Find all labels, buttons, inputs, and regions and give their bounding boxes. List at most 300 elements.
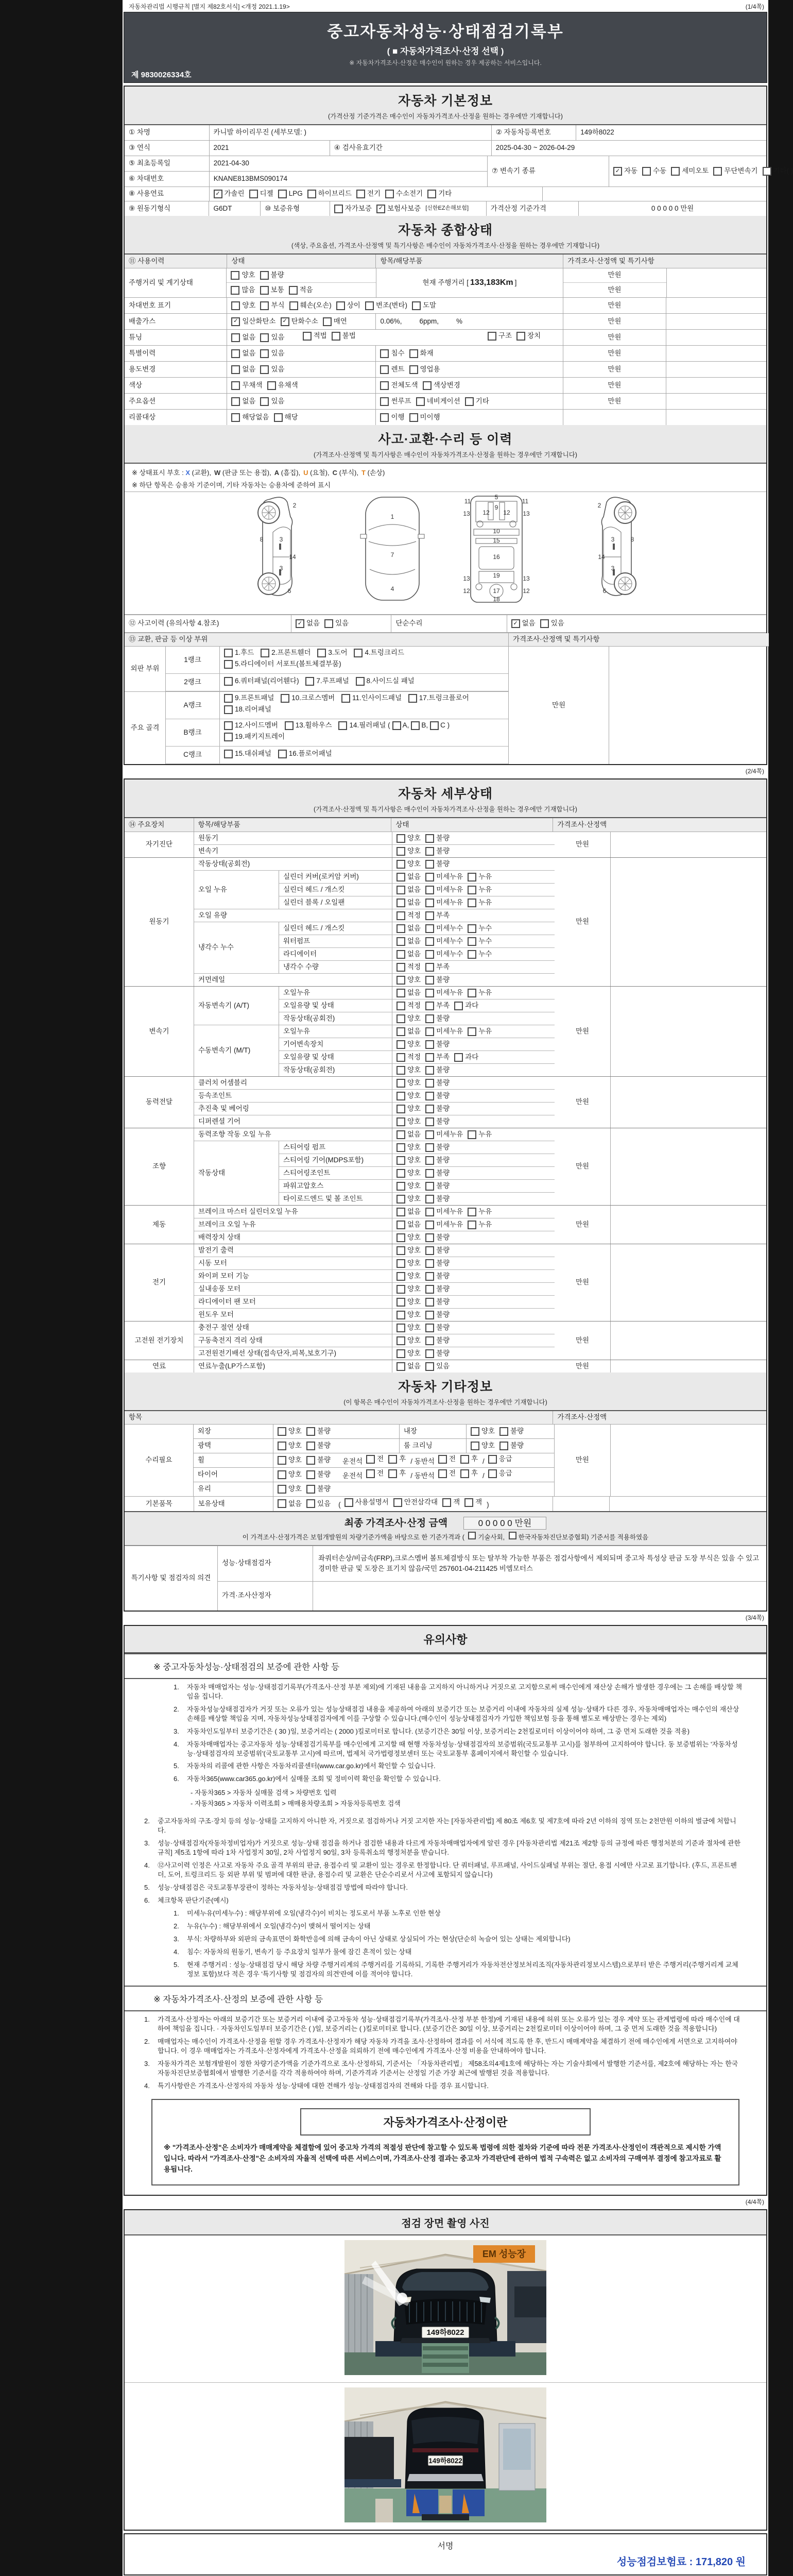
checkbox-icon[interactable]	[260, 333, 269, 342]
checkbox-icon[interactable]	[396, 976, 405, 985]
checkbox-icon[interactable]: ✓	[296, 619, 304, 628]
checkbox-option[interactable]: 보통	[260, 286, 284, 295]
panel-checkbox[interactable]: 12.사이드멤버	[224, 721, 278, 730]
checkbox-option[interactable]: 불량	[425, 1117, 450, 1126]
checkbox-icon[interactable]	[425, 1066, 434, 1075]
checkbox-icon[interactable]	[425, 1259, 434, 1268]
checkbox-option[interactable]: 양호	[278, 1442, 302, 1450]
checkbox-icon[interactable]	[425, 1092, 434, 1100]
panel-checkbox[interactable]: 19.패키지트레이	[224, 733, 285, 741]
checkbox-option[interactable]: 양호	[396, 847, 421, 856]
checkbox-icon[interactable]	[468, 873, 476, 882]
checkbox-icon[interactable]	[499, 1427, 508, 1436]
checkbox-option[interactable]: 미세누수	[425, 950, 463, 959]
checkbox-icon[interactable]	[324, 619, 333, 628]
checkbox-icon[interactable]	[396, 1259, 405, 1268]
checkbox-icon[interactable]	[396, 924, 405, 933]
checkbox-icon[interactable]	[396, 1272, 405, 1281]
panel-checkbox[interactable]: 5.라디에이터 서포트(볼트체결부품)	[224, 660, 341, 669]
checkbox-icon[interactable]	[425, 1027, 434, 1036]
checkbox-icon[interactable]	[289, 301, 298, 310]
checkbox-option[interactable]: 불량	[306, 1456, 331, 1465]
checkbox-icon[interactable]	[278, 1442, 286, 1450]
checkbox-icon[interactable]	[423, 381, 432, 390]
checkbox-icon[interactable]	[365, 301, 374, 310]
checkbox-icon[interactable]	[425, 924, 434, 933]
checkbox-icon[interactable]	[380, 365, 389, 374]
checkbox-icon[interactable]	[396, 1169, 405, 1178]
checkbox-icon[interactable]	[396, 937, 405, 946]
checkbox-option[interactable]: 없음	[231, 365, 255, 374]
checkbox-option[interactable]: 잭	[464, 1498, 482, 1507]
checkbox-option[interactable]: 없음	[396, 950, 421, 959]
checkbox-icon[interactable]	[278, 1427, 286, 1436]
checkbox-option[interactable]: 양호	[396, 1169, 421, 1178]
checkbox-icon[interactable]	[425, 847, 434, 856]
checkbox-icon[interactable]	[468, 989, 476, 997]
checkbox-icon[interactable]	[396, 989, 405, 997]
checkbox-option[interactable]: 없음	[396, 1221, 421, 1229]
checkbox-icon[interactable]	[642, 167, 651, 176]
panel-checkbox[interactable]: 15.대쉬패널	[224, 750, 271, 758]
checkbox-icon[interactable]	[396, 963, 405, 972]
checkbox-option[interactable]: ✓ 없음	[511, 619, 536, 628]
checkbox-icon[interactable]	[425, 1362, 434, 1371]
checkbox-icon[interactable]	[336, 301, 345, 310]
checkbox-option[interactable]: 불량	[425, 1182, 450, 1191]
checkbox-option[interactable]: 양호	[231, 271, 255, 280]
checkbox-option[interactable]: 있음	[260, 365, 284, 374]
checkbox-option[interactable]: 전기	[356, 190, 381, 198]
checkbox-icon[interactable]	[356, 190, 365, 198]
checkbox-icon[interactable]	[231, 271, 239, 280]
checkbox-option[interactable]: 기타	[465, 397, 489, 406]
panel-checkbox[interactable]: 3.도어	[317, 649, 347, 657]
checkbox-option[interactable]: 미세누유	[425, 1208, 463, 1216]
checkbox-option[interactable]: 해당없음	[231, 413, 269, 422]
checkbox-icon[interactable]	[425, 1221, 434, 1229]
checkbox-icon[interactable]	[425, 834, 434, 843]
checkbox-icon[interactable]	[278, 1485, 286, 1494]
checkbox-icon[interactable]	[278, 1470, 286, 1479]
checkbox-option[interactable]: 불량	[425, 1092, 450, 1100]
checkbox-icon[interactable]: ✓	[613, 167, 622, 176]
checkbox-option[interactable]: 후	[388, 1469, 406, 1478]
checkbox-option[interactable]: 무단변속기	[713, 167, 757, 176]
checkbox-icon[interactable]	[396, 1311, 405, 1319]
checkbox-option[interactable]: 없음	[231, 333, 255, 342]
checkbox-icon[interactable]	[396, 1349, 405, 1358]
checkbox-icon[interactable]	[260, 301, 269, 310]
checkbox-option[interactable]: 변조(변타)	[365, 301, 407, 310]
checkbox-option[interactable]: 양호	[278, 1470, 302, 1479]
checkbox-option[interactable]: 없음	[396, 886, 421, 894]
panel-checkbox[interactable]: 16.플로어패널	[278, 750, 332, 758]
checkbox-option[interactable]: 양호	[396, 860, 421, 869]
checkbox-icon[interactable]	[425, 1336, 434, 1345]
checkbox-option[interactable]: 양호	[396, 1298, 421, 1307]
checkbox-option[interactable]: 불법	[332, 332, 356, 341]
checkbox-icon[interactable]	[396, 1027, 405, 1036]
checkbox-icon[interactable]	[425, 1143, 434, 1152]
checkbox-option[interactable]: 불량	[425, 1195, 450, 1204]
checkbox-icon[interactable]	[425, 1195, 434, 1204]
checkbox-option[interactable]: 과다	[454, 1002, 478, 1010]
checkbox-option[interactable]: 양호	[396, 1040, 421, 1049]
checkbox-icon[interactable]	[425, 860, 434, 869]
checkbox-icon[interactable]	[396, 1002, 405, 1010]
checkbox-icon[interactable]	[425, 950, 434, 959]
checkbox-option[interactable]: 불량	[425, 1014, 450, 1023]
checkbox-icon[interactable]	[425, 1208, 434, 1216]
checkbox-icon[interactable]	[468, 950, 476, 959]
checkbox-option[interactable]: 양호	[396, 1336, 421, 1345]
checkbox-option[interactable]: 불량	[260, 271, 284, 280]
checkbox-option[interactable]: 많음	[231, 286, 255, 295]
checkbox-option[interactable]: 양호	[396, 1105, 421, 1113]
checkbox-icon[interactable]	[488, 332, 496, 341]
checkbox-option[interactable]: ✓ 자동	[613, 167, 637, 176]
checkbox-option[interactable]: 해당	[274, 413, 298, 422]
checkbox-icon[interactable]	[396, 873, 405, 882]
checkbox-icon[interactable]	[425, 976, 434, 985]
panel-checkbox[interactable]: 8.사이드실 패널	[356, 677, 415, 686]
checkbox-icon[interactable]	[307, 190, 316, 198]
checkbox-icon[interactable]	[409, 365, 418, 374]
checkbox-option[interactable]: 미세누수	[425, 924, 463, 933]
checkbox-option[interactable]: 과다	[454, 1053, 478, 1062]
checkbox-option[interactable]: 구조	[488, 332, 512, 341]
panel-checkbox[interactable]: 9.프론트패널	[224, 694, 274, 703]
checkbox-icon[interactable]	[468, 899, 476, 907]
checkbox-icon[interactable]	[454, 1002, 463, 1010]
checkbox-option[interactable]: 있음	[260, 349, 284, 358]
checkbox-option[interactable]: 양호	[396, 1156, 421, 1165]
checkbox-option[interactable]: 불량	[425, 1156, 450, 1165]
checkbox-icon[interactable]	[425, 1246, 434, 1255]
checkbox-icon[interactable]	[396, 860, 405, 869]
checkbox-option[interactable]: 미세누유	[425, 989, 463, 997]
checkbox-icon[interactable]	[468, 1027, 476, 1036]
checkbox-icon[interactable]	[425, 1169, 434, 1178]
checkbox-option[interactable]: 양호	[396, 1259, 421, 1268]
checkbox-option[interactable]: 없음	[396, 899, 421, 907]
checkbox-option[interactable]: 불량	[425, 1336, 450, 1345]
checkbox-icon[interactable]	[409, 349, 418, 358]
checkbox-icon[interactable]	[412, 301, 421, 310]
checkbox-icon[interactable]	[713, 167, 722, 176]
checkbox-option[interactable]: 불량	[425, 1259, 450, 1268]
checkbox-option[interactable]: 양호	[396, 1014, 421, 1023]
checkbox-option[interactable]: 영업용	[409, 365, 440, 374]
checkbox-icon[interactable]	[425, 873, 434, 882]
checkbox-icon[interactable]	[396, 1053, 405, 1062]
checkbox-option[interactable]: 있음	[306, 1499, 331, 1508]
checkbox-option[interactable]: 불량	[425, 1233, 450, 1242]
checkbox-icon[interactable]	[425, 1182, 434, 1191]
checkbox-option[interactable]: 누수	[468, 937, 492, 946]
checkbox-icon[interactable]	[471, 1442, 479, 1450]
checkbox-option[interactable]: ✓ 탄화수소	[281, 317, 318, 326]
checkbox-icon[interactable]	[396, 1040, 405, 1049]
checkbox-icon[interactable]	[763, 167, 771, 176]
checkbox-option[interactable]: 양호	[396, 1272, 421, 1281]
checkbox-option[interactable]: 누수	[468, 950, 492, 959]
checkbox-option[interactable]: 있음	[540, 619, 564, 628]
checkbox-icon[interactable]	[516, 332, 525, 341]
checkbox-icon[interactable]	[260, 271, 269, 280]
checkbox-icon[interactable]	[425, 899, 434, 907]
checkbox-option[interactable]: 수동	[642, 167, 666, 176]
checkbox-option[interactable]: 누유	[468, 1027, 492, 1036]
checkbox-option[interactable]: 양호	[278, 1485, 302, 1494]
checkbox-icon[interactable]	[231, 301, 240, 310]
checkbox-option[interactable]: ✓ 일산화탄소	[231, 317, 275, 326]
checkbox-icon[interactable]	[468, 924, 476, 933]
panel-checkbox[interactable]: 4.트렁크리드	[354, 649, 404, 657]
checkbox-icon[interactable]	[425, 1233, 434, 1242]
checkbox-option[interactable]: 불량	[425, 860, 450, 869]
checkbox-icon[interactable]	[260, 286, 269, 295]
checkbox-option[interactable]: 없음	[396, 1362, 421, 1371]
checkbox-icon[interactable]	[306, 1470, 315, 1479]
checkbox-icon[interactable]	[306, 1485, 315, 1494]
checkbox-option[interactable]: 양호	[396, 1195, 421, 1204]
checkbox-option[interactable]: 부족	[425, 911, 450, 920]
checkbox-option[interactable]: 있음	[425, 1362, 450, 1371]
checkbox-icon[interactable]	[396, 1014, 405, 1023]
checkbox-option[interactable]: 미이행	[409, 413, 440, 422]
checkbox-option[interactable]: 불량	[425, 847, 450, 856]
checkbox-option[interactable]: 누유	[468, 873, 492, 882]
checkbox-icon[interactable]	[380, 397, 389, 406]
checkbox-option[interactable]: 미세누유	[425, 899, 463, 907]
checkbox-option[interactable]: 안전삼각대	[393, 1498, 438, 1507]
checkbox-icon[interactable]	[425, 1349, 434, 1358]
checkbox-icon[interactable]: ✓	[511, 619, 520, 628]
checkbox-option[interactable]: 불량	[499, 1427, 524, 1436]
checkbox-option[interactable]: 불량	[425, 1105, 450, 1113]
checkbox-icon[interactable]	[396, 1066, 405, 1075]
checkbox-option[interactable]: 자가보증	[334, 205, 372, 213]
checkbox-icon[interactable]	[425, 1040, 434, 1049]
checkbox-icon[interactable]	[425, 886, 434, 894]
checkbox-icon[interactable]	[396, 1105, 405, 1113]
checkbox-icon[interactable]	[396, 886, 405, 894]
checkbox-icon[interactable]	[396, 950, 405, 959]
checkbox-icon[interactable]	[425, 1311, 434, 1319]
checkbox-icon[interactable]	[380, 349, 389, 358]
checkbox-option[interactable]: 양호	[396, 1079, 421, 1088]
checkbox-icon[interactable]	[396, 1117, 405, 1126]
checkbox-option[interactable]: 부족	[425, 963, 450, 972]
checkbox-icon[interactable]	[425, 1285, 434, 1294]
checkbox-option[interactable]: 누유	[468, 1208, 492, 1216]
panel-checkbox[interactable]: 18.리어패널	[224, 705, 271, 714]
checkbox-option[interactable]: 미세누유	[425, 873, 463, 882]
checkbox-option[interactable]: 누유	[468, 1130, 492, 1139]
checkbox-icon[interactable]	[425, 1014, 434, 1023]
panel-checkbox[interactable]: 6.쿼터패널(리어휀다)	[224, 677, 299, 686]
checkbox-option[interactable]: 불량	[425, 1169, 450, 1178]
checkbox-icon[interactable]	[396, 1246, 405, 1255]
checkbox-option[interactable]: 부식	[260, 301, 284, 310]
checkbox-icon[interactable]	[471, 1427, 479, 1436]
checkbox-option[interactable]: 불량	[306, 1427, 331, 1436]
checkbox-icon[interactable]	[425, 911, 434, 920]
checkbox-option[interactable]: 불량	[306, 1470, 331, 1479]
panel-checkbox[interactable]: 2.프론트휀더	[261, 649, 311, 657]
panel-checkbox[interactable]: 13.휠하우스	[285, 721, 332, 730]
checkbox-icon[interactable]	[278, 1499, 286, 1508]
checkbox-option[interactable]: 디젤	[249, 190, 273, 198]
checkbox-option[interactable]: 없음	[396, 1027, 421, 1036]
checkbox-icon[interactable]	[396, 1233, 405, 1242]
checkbox-option[interactable]: 네비게이션	[416, 397, 460, 406]
checkbox-icon[interactable]	[249, 190, 258, 198]
checkbox-option[interactable]: 매연	[323, 317, 347, 326]
checkbox-icon[interactable]: ✓	[376, 205, 385, 213]
checkbox-icon[interactable]	[425, 1117, 434, 1126]
checkbox-icon[interactable]	[289, 286, 298, 295]
checkbox-icon[interactable]	[396, 1324, 405, 1332]
checkbox-option[interactable]: 수소전기	[385, 190, 423, 198]
checkbox-icon[interactable]	[396, 1143, 405, 1152]
checkbox-icon[interactable]	[396, 834, 405, 843]
checkbox-icon[interactable]	[334, 205, 343, 213]
checkbox-option[interactable]: ✓ 보험사보증	[376, 205, 421, 213]
checkbox-option[interactable]: 잭	[442, 1498, 460, 1507]
checkbox-option[interactable]: 불량	[425, 1066, 450, 1075]
checkbox-option[interactable]: 불량	[425, 1143, 450, 1152]
checkbox-icon[interactable]	[396, 1195, 405, 1204]
checkbox-option[interactable]: 후	[460, 1455, 478, 1464]
checkbox-icon[interactable]	[425, 937, 434, 946]
checkbox-icon[interactable]	[427, 190, 436, 198]
checkbox-icon[interactable]	[425, 1105, 434, 1113]
checkbox-icon[interactable]	[396, 847, 405, 856]
checkbox-icon[interactable]: ✓	[281, 317, 289, 326]
checkbox-icon[interactable]	[425, 1156, 434, 1165]
checkbox-icon[interactable]	[396, 899, 405, 907]
checkbox-icon[interactable]	[396, 1221, 405, 1229]
checkbox-icon[interactable]	[671, 167, 680, 176]
checkbox-icon[interactable]	[396, 1298, 405, 1307]
checkbox-option[interactable]: 부족	[425, 1053, 450, 1062]
checkbox-option[interactable]: 불량	[425, 1298, 450, 1307]
checkbox-icon[interactable]	[425, 1053, 434, 1062]
checkbox-icon[interactable]	[231, 413, 240, 422]
checkbox-option[interactable]: 침수	[380, 349, 404, 358]
checkbox-option[interactable]: 양호	[396, 1143, 421, 1152]
checkbox-icon[interactable]	[396, 911, 405, 920]
checkbox-option[interactable]: 불량	[425, 1272, 450, 1281]
checkbox-option[interactable]: 이행	[380, 413, 404, 422]
checkbox-option[interactable]: 있음	[324, 619, 349, 628]
checkbox-option[interactable]: 불량	[425, 1246, 450, 1255]
checkbox-icon[interactable]	[499, 1442, 508, 1450]
checkbox-icon[interactable]	[396, 1336, 405, 1345]
checkbox-option[interactable]: 불량	[425, 1324, 450, 1332]
checkbox-option[interactable]: 없음	[396, 1208, 421, 1216]
checkbox-option[interactable]: 불량	[425, 976, 450, 985]
checkbox-option[interactable]: 불량	[306, 1442, 331, 1450]
checkbox-option[interactable]: 적음	[289, 286, 313, 295]
checkbox-option[interactable]: 양호	[396, 1311, 421, 1319]
checkbox-icon[interactable]	[385, 190, 394, 198]
checkbox-option[interactable]: 전	[366, 1469, 384, 1478]
checkbox-icon[interactable]	[409, 413, 418, 422]
checkbox-option[interactable]: 응급	[488, 1469, 512, 1478]
checkbox-option[interactable]: 있음	[260, 397, 284, 406]
checkbox-option[interactable]: 양호	[396, 1117, 421, 1126]
checkbox-icon[interactable]	[306, 1427, 315, 1436]
checkbox-option[interactable]: 미세누유	[425, 1027, 463, 1036]
checkbox-icon[interactable]	[260, 365, 269, 374]
checkbox-icon[interactable]	[425, 989, 434, 997]
checkbox-icon[interactable]: ✓	[231, 317, 240, 326]
checkbox-option[interactable]: 불량	[425, 1040, 450, 1049]
checkbox-option[interactable]: 양호	[396, 1182, 421, 1191]
checkbox-option[interactable]: 양호	[396, 834, 421, 843]
checkbox-option[interactable]: 없음	[396, 989, 421, 997]
checkbox-option[interactable]: 미세누유	[425, 1221, 463, 1229]
checkbox-icon[interactable]	[231, 349, 240, 358]
checkbox-option[interactable]: 양호	[278, 1427, 302, 1436]
checkbox-icon[interactable]	[306, 1442, 315, 1450]
checkbox-option[interactable]: 없음	[231, 349, 255, 358]
checkbox-option[interactable]: 전	[438, 1455, 456, 1464]
checkbox-option[interactable]: 훼손(오손)	[289, 301, 332, 310]
checkbox-option[interactable]: 양호	[396, 1092, 421, 1100]
panel-checkbox[interactable]: 10.크로스멤버	[281, 694, 335, 703]
checkbox-icon[interactable]	[416, 397, 425, 406]
panel-checkbox[interactable]: 11.인사이드패널	[341, 694, 402, 703]
checkbox-option[interactable]: 없음	[396, 1130, 421, 1139]
checkbox-option[interactable]: 양호	[471, 1442, 495, 1450]
checkbox-icon[interactable]	[274, 413, 283, 422]
checkbox-icon[interactable]	[468, 1208, 476, 1216]
checkbox-option[interactable]: 누수	[468, 924, 492, 933]
checkbox-option[interactable]: 양호	[396, 976, 421, 985]
checkbox-option[interactable]: 불량	[425, 1311, 450, 1319]
checkbox-option[interactable]: 불량	[499, 1442, 524, 1450]
checkbox-icon[interactable]	[267, 381, 276, 390]
checkbox-option[interactable]: 없음	[278, 1499, 302, 1508]
checkbox-option[interactable]: 누유	[468, 1221, 492, 1229]
checkbox-option[interactable]: 하이브리드	[307, 190, 352, 198]
checkbox-option[interactable]: 상이	[336, 301, 360, 310]
checkbox-option[interactable]: 무채색	[231, 381, 262, 390]
checkbox-icon[interactable]	[231, 365, 240, 374]
checkbox-icon[interactable]	[278, 1456, 286, 1465]
checkbox-option[interactable]: 미세누유	[425, 886, 463, 894]
checkbox-option[interactable]: 양호	[396, 1285, 421, 1294]
checkbox-option[interactable]: 장치	[516, 332, 541, 341]
checkbox-icon[interactable]: ✓	[214, 190, 222, 198]
checkbox-option[interactable]: 누유	[468, 886, 492, 894]
checkbox-option[interactable]: 적정	[396, 963, 421, 972]
checkbox-icon[interactable]	[454, 1053, 463, 1062]
checkbox-icon[interactable]	[303, 332, 312, 341]
checkbox-icon[interactable]	[396, 1130, 405, 1139]
checkbox-option[interactable]: 적정	[396, 911, 421, 920]
checkbox-icon[interactable]	[231, 397, 240, 406]
checkbox-option[interactable]: 유채색	[267, 381, 298, 390]
checkbox-option[interactable]: 후	[388, 1455, 406, 1464]
checkbox-option[interactable]: 부족	[425, 1002, 450, 1010]
checkbox-icon[interactable]	[396, 1092, 405, 1100]
